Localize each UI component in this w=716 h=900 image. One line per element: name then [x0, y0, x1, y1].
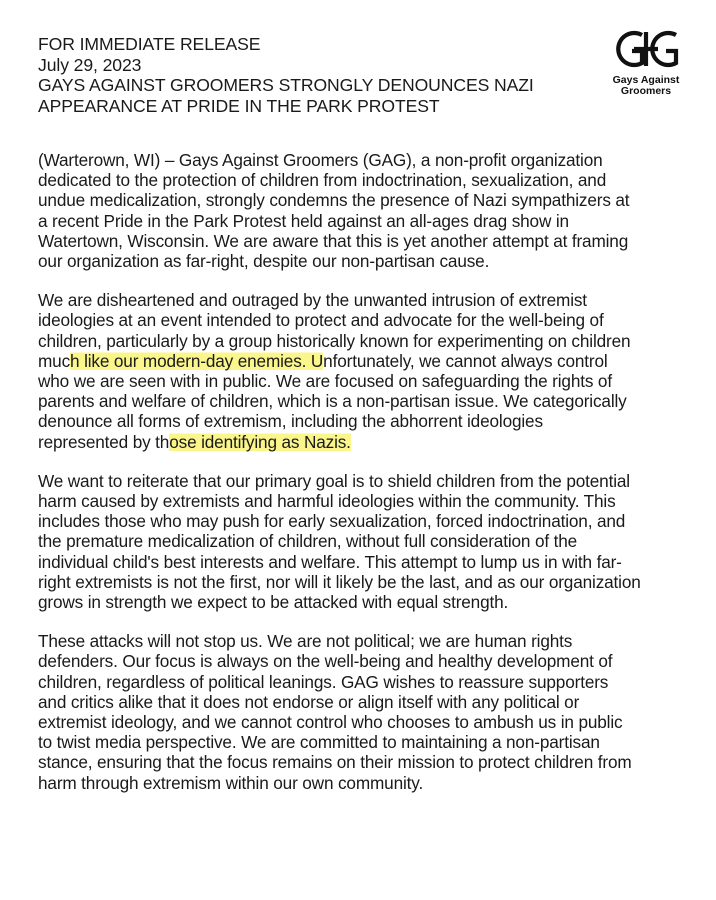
headline-line-2: APPEARANCE AT PRIDE IN THE PARK PROTEST: [38, 95, 440, 116]
paragraph-1: [38, 150, 688, 271]
paragraph-4-line: to twist media perspective. We are committed to maintaining a non-partisan: [38, 732, 600, 753]
paragraph-1-line: undue medicalization, strongly condemns the presence of Nazi sympathizers at: [38, 190, 630, 211]
paragraph-4-line: stance, ensuring that the focus remains on their mission to protect children from: [38, 752, 632, 773]
gag-logo: [600, 26, 692, 97]
paragraph-4-line: and critics alike that it does not endorse or align itself with any political or: [38, 691, 580, 712]
paragraph-4-line: extremist ideology, and we cannot control who chooses to ambush us in public: [38, 712, 623, 733]
paragraph-2-highlighted-line: [38, 432, 688, 452]
text-before-highlight: muc: [38, 350, 71, 371]
gag-logo-mark-icon: [612, 26, 680, 72]
paragraph-3-line: We want to reiterate that our primary goal is to shield children from the potential: [38, 470, 630, 491]
paragraph-2-line: who we are seen with in public. We are focused on safeguarding the rights of: [38, 371, 612, 392]
release-date: July 29, 2023: [38, 54, 142, 75]
paragraph-3-line: harm caused by extremists and harmful ideologies within the community. This: [38, 491, 616, 512]
release-body: [38, 150, 688, 812]
paragraph-1-line: dedicated to the protection of children from indoctrination, sexualization, and: [38, 170, 607, 191]
paragraph-3: [38, 471, 688, 612]
highlight-identifying-as-nazis: ose identifying as Nazis.: [169, 431, 351, 452]
text-after-highlight: nfortunately, we cannot always control: [323, 350, 608, 371]
paragraph-1-line: our organization as far-right, despite our non-partisan cause.: [38, 251, 490, 272]
paragraph-2-line: We are disheartened and outraged by the unwanted intrusion of extremist: [38, 290, 587, 311]
logo-name-line-1: Gays Against: [612, 74, 680, 86]
highlight-modern-day-enemies: h like our modern-day enemies. U: [70, 350, 324, 371]
paragraph-2-line: ideologies at an event intended to protect and advocate for the well-being of: [38, 310, 604, 331]
paragraph-4: [38, 631, 688, 793]
logo-name-line-2: Groomers: [620, 85, 672, 97]
paragraph-2: [38, 290, 688, 452]
paragraph-4-line: These attacks will not stop us. We are not political; we are human rights: [38, 631, 573, 652]
paragraph-1-line: (Warterown, WI) – Gays Against Groomers (GAG), a non-profit organization: [38, 150, 603, 170]
paragraph-3-line: the premature medicalization of children, without full consideration of the: [38, 531, 578, 552]
paragraph-4-line: defenders. Our focus is always on the well-being and healthy development of: [38, 651, 613, 672]
release-header: [38, 34, 598, 116]
paragraph-4-line: harm through extremism within our own community.: [38, 772, 424, 793]
paragraph-2-line: parents and welfare of children, which is a non-partisan issue. We categorically: [38, 391, 627, 412]
paragraph-1-line: Watertown, Wisconsin. We are aware that this is yet another attempt at framing: [38, 230, 629, 251]
text-before-highlight: represented by th: [38, 431, 170, 452]
paragraph-3-line: grows in strength we expect to be attacked with equal strength.: [38, 592, 509, 613]
paragraph-4-line: children, regardless of political leanings. GAG wishes to reassure supporters: [38, 671, 609, 692]
paragraph-2-line: denounce all forms of extremism, including the abhorrent ideologies: [38, 411, 543, 432]
immediate-release-label: FOR IMMEDIATE RELEASE: [38, 34, 261, 54]
paragraph-3-line: individual child's best interests and welfare. This attempt to lump us in with far-: [38, 551, 622, 572]
paragraph-2-highlighted-line: [38, 351, 688, 371]
paragraph-3-line: includes those who may push for early sexualization, forced indoctrination, and: [38, 511, 626, 532]
paragraph-2-line: children, particularly by a group historically known for experimenting on children: [38, 330, 631, 351]
paragraph-1-line: a recent Pride in the Park Protest held against an all-ages drag show in: [38, 210, 569, 231]
paragraph-3-line: right extremists is not the first, nor will it likely be the last, and as our organization: [38, 571, 641, 592]
headline-line-1: GAYS AGAINST GROOMERS STRONGLY DENOUNCES NAZI: [38, 75, 534, 95]
